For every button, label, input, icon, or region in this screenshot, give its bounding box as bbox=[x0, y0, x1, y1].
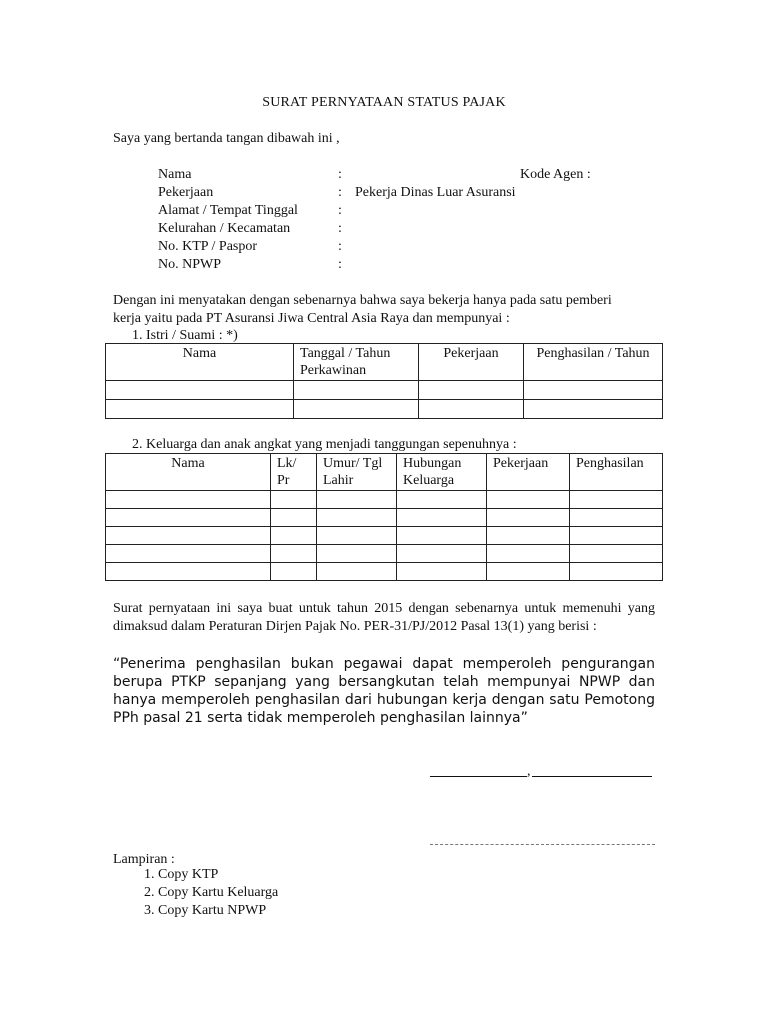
table-cell[interactable] bbox=[106, 527, 271, 545]
identity-colon: : bbox=[338, 203, 342, 218]
table-cell[interactable] bbox=[106, 545, 271, 563]
identity-label: Alamat / Tempat Tinggal bbox=[158, 203, 298, 218]
statement-line-1: Dengan ini menyatakan dengan sebenarnya bahwa saya bekerja hanya pada satu pemberi bbox=[113, 293, 612, 308]
table-cell[interactable] bbox=[570, 509, 663, 527]
spouse-table bbox=[105, 343, 663, 419]
identity-label: No. KTP / Paspor bbox=[158, 239, 258, 254]
signature-line[interactable] bbox=[430, 844, 655, 845]
identity-label: Nama bbox=[158, 167, 192, 182]
table-cell[interactable] bbox=[317, 491, 397, 509]
table-cell[interactable] bbox=[397, 527, 487, 545]
table-row bbox=[106, 563, 663, 581]
table-cell[interactable] bbox=[397, 509, 487, 527]
column-header: Penghasilan bbox=[570, 454, 663, 491]
statement-line-2: kerja yaitu pada PT Asuransi Jiwa Central Asia Raya dan mempunyai : bbox=[113, 311, 510, 326]
table-cell[interactable] bbox=[317, 545, 397, 563]
column-header: Nama bbox=[106, 454, 271, 491]
identity-colon: : bbox=[338, 185, 342, 200]
table-cell[interactable] bbox=[570, 527, 663, 545]
table-cell[interactable] bbox=[524, 400, 663, 419]
identity-colon: : bbox=[338, 257, 342, 272]
table-cell[interactable] bbox=[419, 400, 524, 419]
table-cell[interactable] bbox=[570, 491, 663, 509]
table-cell[interactable] bbox=[271, 563, 317, 581]
table-cell[interactable] bbox=[524, 381, 663, 400]
table-cell[interactable] bbox=[271, 509, 317, 527]
table-cell[interactable] bbox=[106, 381, 294, 400]
table-row bbox=[106, 491, 663, 509]
dependents-table bbox=[105, 453, 663, 581]
identity-value: Pekerja Dinas Luar Asuransi bbox=[355, 185, 516, 200]
kode-agen-label: Kode Agen : bbox=[520, 167, 591, 182]
list-item: 2. Copy Kartu Keluarga bbox=[158, 884, 278, 902]
table-row bbox=[106, 400, 663, 419]
date-line[interactable] bbox=[532, 776, 652, 777]
table-cell[interactable] bbox=[487, 545, 570, 563]
place-line[interactable] bbox=[430, 776, 527, 777]
attachments-label: Lampiran : bbox=[113, 852, 175, 867]
list-item: 1. Copy KTP bbox=[158, 866, 278, 884]
column-header: Lk/ Pr bbox=[271, 454, 317, 491]
document-title: SURAT PERNYATAAN STATUS PAJAK bbox=[262, 95, 506, 110]
table-cell[interactable] bbox=[570, 545, 663, 563]
table-cell[interactable] bbox=[106, 491, 271, 509]
table-cell[interactable] bbox=[317, 563, 397, 581]
column-header: Nama bbox=[106, 344, 294, 381]
table-cell[interactable] bbox=[271, 527, 317, 545]
section1-heading: 1. Istri / Suami : *) bbox=[132, 328, 238, 343]
column-header: Pekerjaan bbox=[419, 344, 524, 381]
column-header: Tanggal / Tahun Perkawinan bbox=[294, 344, 419, 381]
intro-text: Saya yang bertanda tangan dibawah ini , bbox=[113, 131, 340, 146]
table-cell[interactable] bbox=[397, 545, 487, 563]
table-cell[interactable] bbox=[106, 563, 271, 581]
closing-paragraph: Surat pernyataan ini saya buat untuk tahun 2015 dengan sebenarnya untuk memenuhi yang dimaksud dalam Peraturan Dirjen Pajak No. PER-31/PJ/2012 Pasal 13(1) yang berisi : bbox=[113, 601, 655, 634]
identity-colon: : bbox=[338, 167, 342, 182]
table-cell[interactable] bbox=[487, 491, 570, 509]
table-cell[interactable] bbox=[317, 509, 397, 527]
table-cell[interactable] bbox=[271, 491, 317, 509]
regulation-quote: “Penerima penghasilan bukan pegawai dapat memperoleh pengurangan berupa PTKP sepanjang yang bersangkutan telah mempunyai NPWP dan hanya memperoleh penghasilan dari hubungan kerja dengan satu Pemotong PPh pasal 21 serta tidak memperoleh penghasilan lainnya” bbox=[113, 656, 655, 726]
identity-label: Kelurahan / Kecamatan bbox=[158, 221, 291, 236]
table-cell[interactable] bbox=[397, 563, 487, 581]
identity-colon: : bbox=[338, 221, 342, 236]
signature-comma: , bbox=[527, 764, 531, 779]
table-row bbox=[106, 545, 663, 563]
table-cell[interactable] bbox=[106, 400, 294, 419]
table-cell[interactable] bbox=[271, 545, 317, 563]
table-cell[interactable] bbox=[294, 400, 419, 419]
table-cell[interactable] bbox=[106, 509, 271, 527]
column-header: Umur/ Tgl Lahir bbox=[317, 454, 397, 491]
section2-heading: 2. Keluarga dan anak angkat yang menjadi tanggungan sepenuhnya : bbox=[132, 437, 517, 452]
identity-label: No. NPWP bbox=[158, 257, 222, 272]
column-header: Hubungan Keluarga bbox=[397, 454, 487, 491]
identity-label: Pekerjaan bbox=[158, 185, 214, 200]
table-cell[interactable] bbox=[487, 509, 570, 527]
attachments-list bbox=[113, 866, 278, 920]
table-cell[interactable] bbox=[487, 527, 570, 545]
table-header-row bbox=[106, 344, 663, 381]
table-cell[interactable] bbox=[397, 491, 487, 509]
table-cell[interactable] bbox=[419, 381, 524, 400]
table-row bbox=[106, 381, 663, 400]
table-cell[interactable] bbox=[487, 563, 570, 581]
table-cell[interactable] bbox=[317, 527, 397, 545]
list-item: 3. Copy Kartu NPWP bbox=[158, 902, 278, 920]
table-cell[interactable] bbox=[570, 563, 663, 581]
table-row bbox=[106, 509, 663, 527]
identity-colon: : bbox=[338, 239, 342, 254]
column-header: Pekerjaan bbox=[487, 454, 570, 491]
column-header: Penghasilan / Tahun bbox=[524, 344, 663, 381]
table-header-row bbox=[106, 454, 663, 491]
table-cell[interactable] bbox=[294, 381, 419, 400]
table-row bbox=[106, 527, 663, 545]
